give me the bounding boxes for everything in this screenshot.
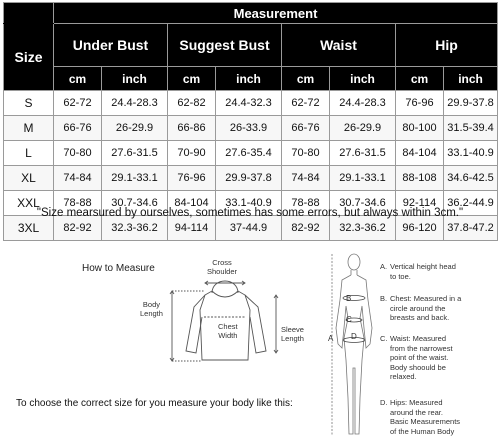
letter-b: B (346, 294, 352, 303)
size-column-header: Size (4, 24, 54, 91)
size-table (3, 2, 498, 241)
how-to-measure-title: How to Measure (82, 263, 155, 274)
table-cell: 30.7-34.6 (102, 191, 168, 216)
table-cell: 29.1-33.1 (330, 166, 396, 191)
group-header-suggest-bust: Suggest Bust (168, 24, 282, 67)
description-c: C. Waist: Measured from the narrowest point of the waist. Body shoould be relaxed. (380, 334, 453, 381)
table-cell: 70-90 (168, 141, 216, 166)
unit-header: cm (54, 67, 102, 91)
table-cell: 30.7-34.6 (330, 191, 396, 216)
measurement-note: "Size mearsured by ourselves, sometimes has some errors, but always within 3cm." (36, 207, 464, 219)
table-cell: 76-96 (168, 166, 216, 191)
size-cell: L (4, 141, 54, 166)
table-cell: 66-76 (54, 116, 102, 141)
unit-header: inch (216, 67, 282, 91)
table-cell: 24.4-28.3 (102, 91, 168, 116)
table-cell: 32.3-36.2 (330, 216, 396, 241)
table-cell: 70-80 (54, 141, 102, 166)
unit-header: cm (396, 67, 444, 91)
table-cell: 24.4-28.3 (330, 91, 396, 116)
table-cell: 24.4-32.3 (216, 91, 282, 116)
table-cell: 33.1-40.9 (444, 141, 498, 166)
table-cell: 62-72 (282, 91, 330, 116)
group-header-hip: Hip (396, 24, 498, 67)
table-cell: 37.8-47.2 (444, 216, 498, 241)
table-cell: 29.9-37.8 (444, 91, 498, 116)
table-cell: 26-29.9 (102, 116, 168, 141)
table-cell: 62-82 (168, 91, 216, 116)
unit-header: inch (330, 67, 396, 91)
table-cell: 84-104 (396, 141, 444, 166)
unit-header: cm (282, 67, 330, 91)
table-title: Measurement (54, 3, 498, 24)
table-cell: 33.1-40.9 (216, 191, 282, 216)
table-cell: 78-88 (282, 191, 330, 216)
group-header-waist: Waist (282, 24, 396, 67)
table-cell: 29.9-37.8 (216, 166, 282, 191)
table-cell: 27.6-31.5 (102, 141, 168, 166)
table-cell: 26-29.9 (330, 116, 396, 141)
table-row (4, 166, 498, 191)
table-cell: 82-92 (54, 216, 102, 241)
table-row (4, 141, 498, 166)
table-cell: 27.6-35.4 (216, 141, 282, 166)
table-cell: 36.2-44.9 (444, 191, 498, 216)
size-cell: XL (4, 166, 54, 191)
table-row (4, 91, 498, 116)
group-header-under-bust: Under Bust (54, 24, 168, 67)
table-cell: 26-33.9 (216, 116, 282, 141)
body-figure-diagram (322, 248, 377, 443)
unit-header: inch (102, 67, 168, 91)
cross-shoulder-label: Cross Shoulder (207, 258, 238, 276)
chest-width-label: Chest Width (218, 322, 238, 340)
table-corner (4, 3, 54, 24)
table-cell: 78-88 (54, 191, 102, 216)
table-cell: 62-72 (54, 91, 102, 116)
table-cell: 31.5-39.4 (444, 116, 498, 141)
size-cell: S (4, 91, 54, 116)
table-cell: 82-92 (282, 216, 330, 241)
body-length-label: Body Length (140, 300, 163, 318)
table-cell: 70-80 (282, 141, 330, 166)
choose-size-instruction: To choose the correct size for you measure your body like this: (16, 398, 293, 409)
table-cell: 84-104 (168, 191, 216, 216)
table-cell: 76-96 (396, 91, 444, 116)
description-b: B. Chest: Measured in a circle around the breasts and back. (380, 294, 462, 322)
description-d: D. Hips: Measured around the rear. Basic Measurements of the Human Body (380, 398, 461, 436)
letter-c: C (346, 315, 352, 324)
table-cell: 66-76 (282, 116, 330, 141)
description-a: A. Vertical height head to toe. (380, 262, 456, 281)
table-cell: 34.6-42.5 (444, 166, 498, 191)
table-cell: 29.1-33.1 (102, 166, 168, 191)
table-cell: 92-114 (396, 191, 444, 216)
table-row (4, 216, 498, 241)
table-cell: 37-44.9 (216, 216, 282, 241)
unit-header: cm (168, 67, 216, 91)
table-cell: 88-108 (396, 166, 444, 191)
table-cell: 74-84 (282, 166, 330, 191)
table-cell: 96-120 (396, 216, 444, 241)
table-cell: 94-114 (168, 216, 216, 241)
size-cell: XXL (4, 191, 54, 216)
table-cell: 66-86 (168, 116, 216, 141)
size-cell: M (4, 116, 54, 141)
table-row (4, 116, 498, 141)
table-cell: 74-84 (54, 166, 102, 191)
letter-d: D (351, 332, 357, 341)
size-cell: 3XL (4, 216, 54, 241)
sleeve-length-label: Sleeve Length (281, 325, 304, 343)
table-cell: 27.6-31.5 (330, 141, 396, 166)
unit-header: inch (444, 67, 498, 91)
letter-a: A (328, 334, 334, 343)
table-cell: 32.3-36.2 (102, 216, 168, 241)
table-cell: 80-100 (396, 116, 444, 141)
